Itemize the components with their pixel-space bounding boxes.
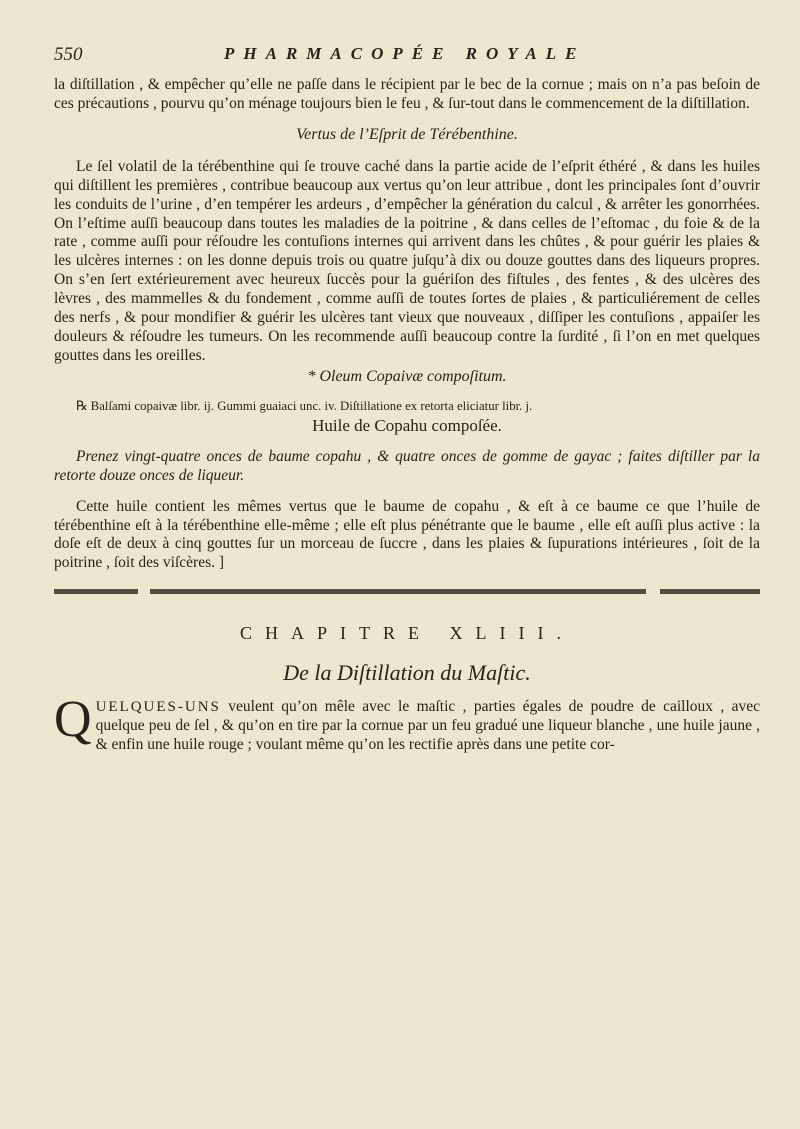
- drop-cap: Q: [54, 691, 92, 749]
- paragraph-4-text: veulent qu’on mêle avec le maſtic , parties égales de poudre de cailloux , avec quelque peu de ſel , & qu’on en tire par la cornue par un feu gradué une liqueur blanche , une huile jaune , & enfin une huile rouge ; voulant même qu’on les rectifie après dans une petite cor-: [95, 698, 760, 754]
- recipe-french: Prenez vingt-quatre onces de baume copahu , & quatre onces de gomme de gayac ; faites diſtiller par la retorte douze onces de liqueur.: [54, 447, 760, 484]
- recipe-french-title: Huile de Copahu compoſée.: [312, 415, 502, 435]
- recipe-latin: ℞ Balſami copaivæ libr. ij. Gummi guaiaci unc. iv. Diſtillatione ex retorta eliciatur libr. j.: [76, 398, 533, 413]
- page-number: 550: [54, 44, 83, 65]
- running-title: PHARMACOPÉE ROYALE: [224, 44, 586, 63]
- page-header: [54, 44, 760, 68]
- book-page: [54, 44, 760, 755]
- paragraph-3: Cette huile contient les mêmes vertus que le baume de copahu , & eſt à ce baume ce que l’huile de térébenthine eſt à la térébenthine elle-même ; elle eſt plus pénétrante que le baume , elle eſt auſſi plus active : la doſe eſt de deux à cinq gouttes ſur un morceau de ſuccre , dans les plaies & ſupurations intérieures , ſoit de la poitrine , ſoit des viſcères. ]: [54, 497, 760, 572]
- paragraph-1: la diſtillation , & empêcher qu’elle ne paſſe dans le récipient par le bec de la cornue ; mais on n’a pas beſoin de ces précautions , pourvu qu’on ménage toujours bien le feu , & ſur-tout dans le commencement de la diſtillation.: [54, 76, 760, 112]
- recipe-title: * Oleum Copaivæ compoſitum.: [307, 367, 507, 385]
- section-heading-virtues: Vertus de l’Eſprit de Térébenthine.: [296, 125, 518, 143]
- chapter-divider: [54, 589, 760, 595]
- opening-smallcaps: UELQUES-UNS: [95, 699, 221, 716]
- paragraph-4: [54, 691, 760, 755]
- paragraph-2: Le ſel volatil de la térébenthine qui ſe trouve caché dans la partie acide de l’eſprit éthéré , & dans les huiles qui diſtillent les premières , contribue beaucoup aux vertus qu’on leur attribue , dont les principales ſont d’ouvrir les conduits de l’urine , d’en tempérer les ardeurs , d’empêcher la génération du calcul , & arrêter les gonorrhées. On l’eſtime auſſi beaucoup dans toutes les maladies de la poitrine , & dans celles de l’eſtomac , du foie & de la rate , comme auſſi pour réſoudre les contuſions internes qui arrivent dans les chûtes , & pour guérir les plaies & les ulcères internes : on les donne depuis trois ou quatre juſqu’à dix ou douze gouttes dans des liqueurs propres. On s’en ſert extérieurement avec heureux ſuccès pour la guériſon des fiſtules , des fentes , & des ulcères des lèvres , des mammelles & du fondement , comme auſſi de toutes ſortes de plaies , & particuliérement de celles des nerfs , & pour mondifier & guérir les ulcères tant vieux que nouveaux , diſſiper les contuſions , appaiſer les douleurs & réſoudre les tumeurs. On les recommende auſſi beaucoup contre la ſurdité , ſi l’on en met quelques gouttes dans les oreilles.: [54, 157, 760, 364]
- chapter-number: CHAPITRE XLIII.: [240, 623, 574, 644]
- chapter-title: De la Diſtillation du Maſtic.: [283, 660, 531, 686]
